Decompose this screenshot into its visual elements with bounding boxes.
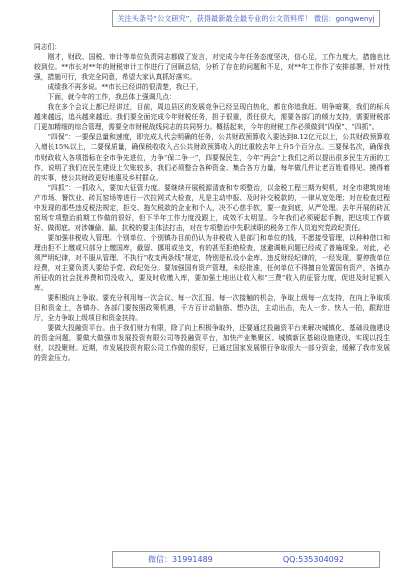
paragraph-2: 成绩我不再多说。**市长已经讲的很清楚，我已于， <box>47 83 203 92</box>
paragraph-1: 刚才，财政、国税、审计等单位负责同志都做了发言，对完成今年任务态度坚决，信心足，工作力度大，措施也比较到位。**市长对**年的财税审计工作进行了回顾总结，分析了存在的问题和不足，对**年工作作了安排部署，针对性强，措施可行，我完全同意，希望大家认真抓好落实。 <box>34 53 390 82</box>
document-body <box>34 42 390 547</box>
paragraph-7: 要加强非税收入管理。个别单位、个别镇办目前仍认为非税收入是部门和单位的钱，不愿接受管理，以种种借口和理由拒不上缴或只部分上缴国库，截留、挪用或坐支，有的甚至拒绝检查，迷避调帐问题已经成了普遍现象。对此，必须严明纪律，对不服从管理、不执行“收支两条线”规定，特别是私设小金库、违反财经纪律的，一经发现，要停拨单位经费，对主要负责人要给予党、政纪处分。要加强国有资产管理，未经批准，任何单位不得擅自处置国有资产，各镇办所征收的社会抚养费和罚没收入，要及时收缴入库，要加强土地出让收入和“三费”收入的征管力度，促进及时足额入库。 <box>34 233 390 293</box>
paragraph-8: 要积极向上争取。要充分利用每一次会议、每一次汇报、每一次接触的机会，争取上级每一点支持，在向上争取项目和资金上，各镇办、各部门要按照政策机遇，千方百计动脑筋、想办法，主动出击，先人一步、快人一拍，跟踪进厅，全力争取上级项目和资金扶持。 <box>34 294 390 323</box>
paragraph-5: “四保”：一要保总量和速度，即完成人代会明确的任务，公共财政预算收入要达到8.12亿元以上，公共财政预算收入增长15%以上，二要保质量，确保税收收入占公共财政预算收入的比重较去年上升5个百分点。三要保名次，确保我市财政收入各项指标在全市争先进位，力争“保二争一”，四要保民生，今年“两会”上我们之所以提出很多民生方面的工作，说明了我们在民生建设上欠账较多，我们必须整合各种资金、集合各方力量，每年做几件让老百姓看得见、摸得着的实事，使公共财政更好地惠及乡村群众。 <box>34 133 390 182</box>
paragraph-4: 我在多个会议上都已经讲过，目前，周边县区的发展竞争已经呈现白热化，都在你追我赶、明争暗赛，我们的标兵越来越远，追兵越来越近。我们要全面完成今年财税任务，担子很重，责任很大，需要各部门的倾力支持，需要财税部门更加精细的综合管理，需要全市财税战线同志的共同努力。概括起来，今年的财税工作必须做到“四保”、“四抓”。 <box>34 103 390 132</box>
paragraph-6: “四抓”：一抓收入，要加大征管力度。要继续开展税源清查和专项整治，以金税工程三期为契机，对全市建筑房地产市场、餐饮业、砖瓦窑场等进行一次拉网式大检查，凡是主动申报、及时补交税款的，一律从宽处理；对在检查过程中发现的那些违反税法规定，拒交、拖欠税款的企业和个人，决不心慈手软，要一查到底，从严处理。去年开展的砖瓦窑场专项整治前期工作做的很好，但下半年工作力度没跟上，成效不太明显。今年我们必须硬起手腕，把这项工作做好、做彻底。对涉嫌偷、漏、抗税的要主体法打击，对在专项整治中失职渎职的税务工作人员追究党政纪责任。 <box>34 183 390 232</box>
paragraph-3: 下面，就今年的工作，我总体上强调几点： <box>47 93 176 102</box>
top-banner: 关注头条号“公文研究”，获得最新最全最专业的公文资料库！ 微信：gongwenyj <box>112 10 380 27</box>
footer-qq: QQ:535304092 <box>282 555 344 564</box>
paragraph-9: 要做大投融资平台。由于我们财力有限，除了向上积极争取外，还要通过投融资平台来解决城镇化、基础设施建设的资金问题，要做大做强市发展投资有限公司等投融资平台，加快产业集聚区、城镇新区基础设施建设，实现以投生财，以投聚财。近期，市发展投资有限公司工作做的很好，已通过国家发展银行争取很大一部分资金，缓解了我市发展的资金压力。 <box>34 324 390 363</box>
salutation: 同志们： <box>34 43 62 51</box>
footer-contact-bar <box>112 551 380 568</box>
footer-wechat: 微信：31991489 <box>148 555 213 564</box>
